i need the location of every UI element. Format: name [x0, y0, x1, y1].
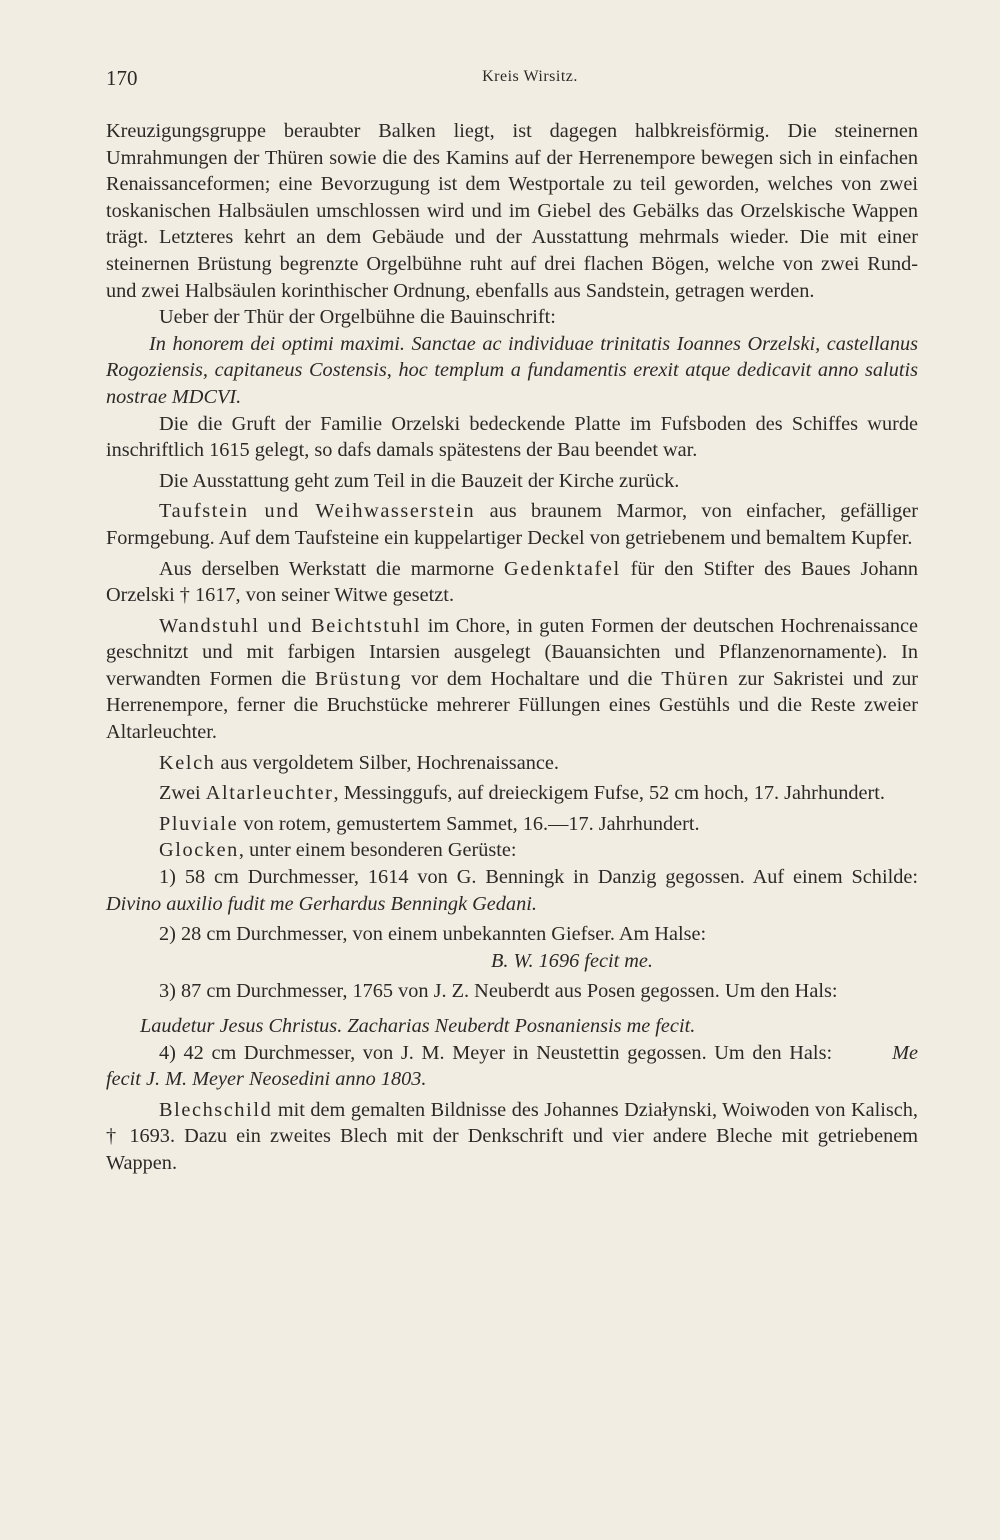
running-head	[106, 66, 918, 96]
paragraph-memorial	[106, 556, 918, 609]
paragraph-bells-text: , unter einem besonderen Gerüste:	[238, 839, 517, 862]
paragraph-stalls-a: im Chore, in guten Formen der deutschen Hochrenaissance geschnitzt und mit farbigen Intarsien ausgelegt (Bauansichten und Pflanzenornamente). In verwandten Formen die	[106, 614, 918, 690]
building-inscription-text: In honorem dei optimi maximi. Sanctae ac individuae trinitatis Ioannes Orzelski, castellanus Rogoziensis, capitaneus Costensis, hoc templum a fundamentis erexit atque dedicavit anno salutis nostrae MDCVI.	[106, 332, 918, 408]
term-blechschild: Blechschild	[159, 1098, 273, 1121]
paragraph-chalice-text: aus vergoldetem Silber, Hochrenaissance.	[215, 751, 559, 774]
bell-4-text: 4) 42 cm Durchmesser, von J. M. Meyer in Neustettin gegossen. Um den Hals:	[159, 1041, 833, 1064]
paragraph-inscription-intro: Ueber der Thür der Orgelbühne die Bauinschrift:	[159, 306, 556, 329]
term-wandstuhl: Wandstuhl und Beichtstuhl	[159, 614, 422, 637]
paragraph-continuation: Kreuzigungsgruppe beraubter Balken liegt, ist dagegen halbkreisförmig. Die steinernen Umrahmungen der Thüren sowie die des Kamins auf der Herrenempore bewegen sich in einfachen Renaissanceformen; eine Bevorzugung ist dem Westportale zu teil geworden, welches von zwei toskanischen Halbsäulen umschlossen wird und im Giebel des Gebälks das Orzelskische Wappen trägt. Letzteres kehrt an dem Gebäude und der Ausstattung mehrmals wieder. Die mit einer steinernen Brüstung begrenzte Orgelbühne ruht auf drei flachen Bögen, welche von zwei Rund- und zwei Halbsäulen korinthischer Ordnung, ebenfalls aus Sandstein, getragen werden.	[106, 120, 918, 302]
bell-3: 3) 87 cm Durchmesser, 1765 von J. Z. Neuberdt aus Posen gegossen. Um den Hals:	[159, 980, 838, 1003]
paragraph-pluviale	[106, 811, 918, 838]
bell-1	[106, 864, 918, 917]
paragraph-candlesticks-a: Zwei	[159, 782, 206, 805]
term-kelch: Kelch	[159, 751, 216, 774]
paragraph-plate	[106, 1097, 918, 1177]
paragraph-bells	[106, 837, 918, 864]
bell-1-text: 1) 58 cm Durchmesser, 1614 von G. Benningk in Danzig gegossen. Auf einem Schilde:	[159, 866, 918, 889]
term-taufstein: Taufstein und Weihwasserstein	[159, 500, 476, 523]
term-bruestung: Brüstung	[314, 667, 403, 690]
bell-4-inscription: Me fecit J. M. Meyer Neosedini anno 1803.	[106, 1041, 918, 1091]
building-inscription	[106, 331, 918, 411]
bell-3-inscription-line	[106, 1013, 918, 1040]
paragraph-font	[106, 498, 918, 551]
paragraph-furnishing: Die Ausstattung geht zum Teil in die Bauzeit der Kirche zurück.	[159, 469, 680, 492]
term-gedenktafel: Gedenktafel	[504, 557, 621, 580]
paragraph-plate-text: mit dem gemalten Bildnisse des Johannes Działynski, Woiwoden von Kalisch, † 1693. Dazu ein zweites Blech mit der Denkschrift und vier andere Bleche mit getriebenem Wappen.	[106, 1098, 918, 1174]
page-number: 170	[106, 66, 138, 90]
bell-2-inscription: B. W. 1696 fecit me.	[490, 949, 654, 972]
bell-2: 2) 28 cm Durchmesser, von einem unbekannten Giefser. Am Halse:	[159, 923, 707, 946]
paragraph-chalice	[106, 750, 918, 777]
paragraph-stalls-c: zur Sakristei und zur Herrenempore, ferner die Bruchstücke mehrerer Füllungen eines Gestühls und die Reste zweier Altarleuchter.	[106, 667, 918, 744]
paragraph-candlesticks	[106, 780, 918, 807]
paragraph-memorial-b: für den Stifter des Baues Johann Orzelski † 1617, von seiner Witwe gesetzt.	[106, 557, 918, 607]
term-glocken: Glocken	[159, 839, 239, 862]
paragraph-stalls	[106, 613, 918, 746]
bell-1-inscription: Divino auxilio fudit me Gerhardus Benningk Gedani.	[106, 892, 537, 915]
term-pluviale: Pluviale	[159, 812, 239, 835]
bell-4	[106, 1040, 918, 1093]
paragraph-candlesticks-text: , Messinggufs, auf dreieckigem Fufse, 52 cm hoch, 17. Jahrhundert.	[333, 782, 885, 805]
paragraph-memorial-a: Aus derselben Werkstatt die marmorne	[159, 557, 505, 580]
term-thueren: Thüren	[661, 667, 730, 690]
paragraph-stalls-b: vor dem Hochaltare und die	[402, 667, 662, 690]
running-title: Kreis Wirsitz.	[482, 68, 578, 85]
paragraph-font-text: aus braunem Marmor, von einfacher, gefälliger Formgebung. Auf dem Taufsteine ein kuppelartiger Deckel von getriebenem und bemaltem Kupfer.	[106, 500, 918, 549]
bell-3-inscription: Laudetur Jesus Christus. Zacharias Neuberdt Posnaniensis me fecit.	[140, 1015, 696, 1037]
bell-2-inscription-line	[106, 948, 918, 975]
body-text	[106, 118, 918, 1177]
paragraph-pluviale-text: von rotem, gemustertem Sammet, 16.—17. Jahrhundert.	[238, 812, 700, 835]
paragraph-crypt: Die die Gruft der Familie Orzelski bedeckende Platte im Fufsboden des Schiffes wurde inschriftlich 1615 gelegt, so dafs damals spätestens der Bau beendet war.	[106, 412, 918, 462]
term-altarleuchter: Altarleuchter	[205, 782, 334, 805]
